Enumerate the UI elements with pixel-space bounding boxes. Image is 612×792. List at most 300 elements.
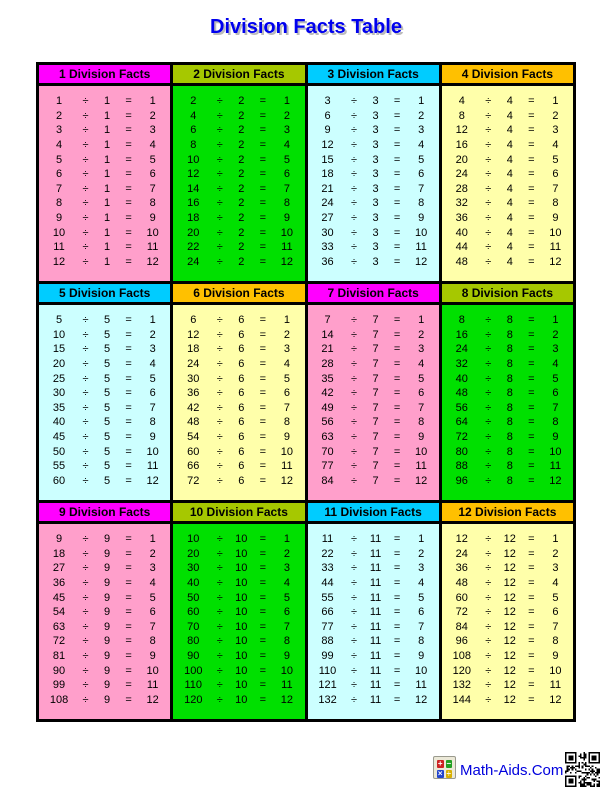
quotient: 8 [149, 635, 156, 648]
dividend: 54 [52, 606, 66, 619]
divide-sign: ÷ [350, 314, 358, 327]
divisor: 10 [235, 533, 248, 546]
dividend: 27 [52, 562, 66, 575]
divisor: 1 [103, 124, 111, 137]
fact-row [308, 693, 439, 708]
dividend: 88 [455, 460, 468, 473]
equals-sign: = [259, 387, 267, 400]
equals-sign: = [125, 620, 132, 633]
quotient: 7 [418, 620, 425, 633]
divisor: 10 [235, 679, 248, 692]
fact-row [442, 182, 573, 197]
divisor: 6 [238, 314, 245, 327]
divisor: 9 [103, 547, 111, 560]
fact-row [442, 196, 573, 211]
divide-sign: ÷ [82, 445, 89, 458]
fact-row [173, 430, 304, 445]
equals-sign: = [393, 606, 401, 619]
equals-sign: = [393, 401, 401, 414]
equals-sign: = [528, 226, 535, 239]
equals-sign: = [393, 153, 401, 166]
divide-sign: ÷ [485, 547, 492, 560]
equals-sign: = [393, 328, 401, 341]
equals-sign: = [393, 124, 401, 137]
quotient: 6 [149, 168, 156, 181]
divide-sign: ÷ [82, 168, 89, 181]
divisor: 8 [506, 401, 513, 414]
divisor: 5 [103, 474, 111, 487]
dividend: 60 [187, 606, 200, 619]
equals-sign: = [393, 547, 401, 560]
fact-row [39, 576, 170, 591]
divide-sign: ÷ [216, 387, 223, 400]
quotient: 10 [146, 226, 159, 239]
dividend: 7 [324, 314, 331, 327]
quotient: 6 [283, 168, 290, 181]
equals-sign: = [393, 650, 401, 663]
dividend: 10 [52, 226, 66, 239]
divisor: 4 [506, 182, 513, 195]
dividend: 14 [187, 182, 200, 195]
equals-sign: = [393, 533, 401, 546]
dividend: 8 [190, 139, 197, 152]
panel-header: 9 Division Facts [39, 503, 170, 524]
equals-sign: = [259, 620, 267, 633]
quotient: 8 [149, 197, 156, 210]
dividend: 28 [455, 182, 468, 195]
divisor: 9 [103, 620, 111, 633]
divide-sign: ÷ [350, 153, 358, 166]
division-panel [39, 65, 170, 281]
fact-row [39, 225, 170, 240]
divisor: 9 [103, 650, 111, 663]
equals-sign: = [125, 226, 132, 239]
divide-sign: ÷ [350, 664, 358, 677]
dividend: 99 [52, 679, 66, 692]
divide-sign: ÷ [82, 328, 89, 341]
divisor: 4 [506, 95, 513, 108]
equals-sign: = [393, 635, 401, 648]
equals-sign: = [125, 255, 132, 268]
equals-sign: = [528, 255, 535, 268]
dividend: 24 [187, 255, 200, 268]
dividend: 90 [52, 664, 66, 677]
divisor: 9 [103, 635, 111, 648]
quotient: 8 [283, 635, 290, 648]
fact-row [308, 401, 439, 416]
panel-header: 1 Division Facts [39, 65, 170, 86]
fact-row [39, 532, 170, 547]
equals-sign: = [528, 577, 535, 590]
divisor: 8 [506, 372, 513, 385]
fact-row [442, 152, 573, 167]
divisor: 1 [103, 212, 111, 225]
fact-row [308, 547, 439, 562]
divide-sign: ÷ [216, 577, 223, 590]
equals-sign: = [393, 168, 401, 181]
divisor: 6 [238, 401, 245, 414]
dividend: 8 [458, 109, 465, 122]
fact-row [308, 123, 439, 138]
quotient: 5 [552, 591, 559, 604]
dividend: 21 [321, 343, 334, 356]
qr-code [565, 752, 600, 787]
dividend: 6 [190, 124, 197, 137]
quotient: 8 [552, 635, 559, 648]
divisor: 11 [369, 562, 382, 575]
page-title: Division Facts Table [210, 16, 402, 38]
divide-sign: ÷ [350, 95, 358, 108]
quotient: 8 [552, 416, 559, 429]
divide-sign: ÷ [82, 562, 89, 575]
quotient: 2 [149, 547, 156, 560]
divide-sign: ÷ [485, 562, 492, 575]
fact-row [39, 561, 170, 576]
equals-sign: = [259, 445, 267, 458]
fact-row [308, 590, 439, 605]
divisor: 3 [372, 153, 379, 166]
fact-row [173, 182, 304, 197]
divisor: 11 [369, 693, 382, 706]
quotient: 4 [149, 139, 156, 152]
equals-sign: = [528, 401, 535, 414]
fact-row [442, 663, 573, 678]
fact-row [308, 576, 439, 591]
dividend: 66 [187, 460, 200, 473]
divisor: 2 [238, 124, 245, 137]
fact-row [442, 211, 573, 226]
divisor: 4 [506, 139, 513, 152]
divide-sign: ÷ [350, 577, 358, 590]
panel-body [173, 86, 304, 281]
quotient: 3 [283, 343, 290, 356]
divide-sign: ÷ [350, 650, 358, 663]
divide-sign: ÷ [350, 635, 358, 648]
divide-sign: ÷ [82, 547, 89, 560]
quotient: 3 [552, 124, 559, 137]
divisor: 9 [103, 679, 111, 692]
divisor: 10 [235, 591, 248, 604]
dividend: 55 [321, 591, 334, 604]
dividend: 6 [55, 168, 63, 181]
divide-sign: ÷ [216, 474, 223, 487]
equals-sign: = [528, 372, 535, 385]
divisor: 4 [506, 212, 513, 225]
fact-row [308, 225, 439, 240]
quotient: 5 [149, 591, 156, 604]
equals-sign: = [393, 314, 401, 327]
quotient: 4 [283, 358, 290, 371]
equals-sign: = [125, 314, 132, 327]
quotient: 6 [283, 387, 290, 400]
quotient: 5 [418, 372, 425, 385]
fact-row [308, 459, 439, 474]
divisor: 7 [372, 328, 379, 341]
divide-sign: ÷ [82, 255, 89, 268]
dividend: 9 [55, 212, 63, 225]
dividend: 24 [455, 547, 468, 560]
dividend: 6 [324, 109, 331, 122]
quotient: 4 [552, 577, 559, 590]
equals-sign: = [259, 591, 267, 604]
fact-row [39, 357, 170, 372]
equals-sign: = [259, 109, 267, 122]
quotient: 4 [283, 577, 290, 590]
divide-sign: ÷ [216, 533, 223, 546]
divide-sign: ÷ [216, 445, 223, 458]
divisor: 2 [238, 226, 245, 239]
dividend: 16 [455, 139, 468, 152]
quotient: 11 [146, 679, 159, 692]
equals-sign: = [259, 153, 267, 166]
quotient: 9 [283, 212, 290, 225]
dividend: 40 [52, 416, 66, 429]
divide-sign: ÷ [216, 314, 223, 327]
fact-row [442, 532, 573, 547]
fact-row [308, 444, 439, 459]
quotient: 3 [149, 124, 156, 137]
dividend: 36 [187, 387, 200, 400]
divide-sign: ÷ [82, 387, 89, 400]
panel-header: 3 Division Facts [308, 65, 439, 86]
divide-sign: ÷ [216, 693, 223, 706]
quotient: 4 [552, 358, 559, 371]
dividend: 12 [187, 168, 200, 181]
equals-sign: = [528, 153, 535, 166]
divisor: 2 [238, 95, 245, 108]
divide-sign: ÷ [216, 109, 223, 122]
dividend: 32 [455, 358, 468, 371]
quotient: 1 [283, 533, 290, 546]
dividend: 42 [321, 387, 334, 400]
divisor: 9 [103, 562, 111, 575]
divide-sign: ÷ [485, 679, 492, 692]
divisor: 4 [506, 168, 513, 181]
quotient: 4 [283, 139, 290, 152]
divisor: 7 [372, 474, 379, 487]
divisor: 2 [238, 212, 245, 225]
dividend: 11 [53, 241, 65, 254]
dividend: 10 [187, 153, 200, 166]
panel-header: 7 Division Facts [308, 284, 439, 305]
fact-row [442, 649, 573, 664]
division-facts-table [36, 62, 576, 722]
dividend: 4 [458, 95, 465, 108]
fact-row [173, 547, 304, 562]
divide-sign: ÷ [216, 226, 223, 239]
divide-sign: ÷ [350, 358, 358, 371]
fact-row [39, 109, 170, 124]
divide-sign: ÷ [485, 620, 492, 633]
quotient: 3 [418, 124, 425, 137]
fact-row [173, 196, 304, 211]
fact-row [308, 532, 439, 547]
divide-sign: ÷ [350, 460, 358, 473]
quotient: 10 [280, 226, 293, 239]
fact-row [39, 605, 170, 620]
dividend: 5 [55, 314, 63, 327]
equals-sign: = [393, 182, 401, 195]
quotient: 12 [549, 693, 562, 706]
equals-sign: = [528, 168, 535, 181]
equals-sign: = [259, 693, 267, 706]
divisor: 11 [369, 664, 382, 677]
divide-sign: ÷ [350, 387, 358, 400]
divide-sign: ÷ [350, 372, 358, 385]
equals-sign: = [259, 431, 267, 444]
panel-body [173, 524, 304, 719]
divisor: 10 [235, 547, 248, 560]
divide-sign: ÷ [216, 562, 223, 575]
fact-row [39, 678, 170, 693]
fact-row [308, 255, 439, 270]
equals-sign: = [528, 328, 535, 341]
divide-sign: ÷ [216, 241, 223, 254]
divisor: 6 [238, 431, 245, 444]
equals-sign: = [259, 577, 267, 590]
dividend: 3 [55, 124, 63, 137]
fact-row [39, 634, 170, 649]
divisor: 2 [238, 168, 245, 181]
dividend: 32 [455, 197, 468, 210]
divide-sign: ÷ [82, 460, 89, 473]
fact-row [173, 663, 304, 678]
quotient: 7 [418, 182, 425, 195]
quotient: 8 [283, 197, 290, 210]
divide-sign: ÷ [350, 226, 358, 239]
quotient: 1 [418, 314, 425, 327]
equals-sign: = [528, 474, 535, 487]
equals-sign: = [259, 474, 267, 487]
dividend: 36 [455, 562, 468, 575]
quotient: 5 [418, 153, 425, 166]
fact-row [308, 138, 439, 153]
fact-row [442, 167, 573, 182]
divide-sign: ÷ [216, 182, 223, 195]
divisor: 7 [372, 401, 379, 414]
divisor: 11 [369, 635, 382, 648]
equals-sign: = [528, 635, 535, 648]
divide-sign: ÷ [82, 693, 89, 706]
fact-row [39, 167, 170, 182]
divisor: 11 [369, 591, 382, 604]
divide-sign: ÷ [82, 182, 89, 195]
equals-sign: = [125, 328, 132, 341]
divisor: 4 [506, 153, 513, 166]
dividend: 30 [187, 562, 200, 575]
fact-row [173, 634, 304, 649]
divisor: 9 [103, 591, 111, 604]
fact-row [308, 328, 439, 343]
divide-sign: ÷ [216, 255, 223, 268]
divide-sign: ÷ [350, 328, 358, 341]
fact-row [442, 678, 573, 693]
quotient: 3 [418, 562, 425, 575]
dividend: 120 [184, 693, 203, 706]
equals-sign: = [528, 693, 535, 706]
dividend: 24 [455, 343, 468, 356]
equals-sign: = [125, 460, 132, 473]
divisor: 10 [235, 635, 248, 648]
divisor: 11 [369, 650, 382, 663]
divisor: 2 [238, 139, 245, 152]
divide-sign: ÷ [485, 533, 492, 546]
dividend: 132 [452, 679, 471, 692]
divisor: 5 [103, 343, 111, 356]
divisor: 5 [103, 401, 111, 414]
divide-sign: ÷ [82, 343, 89, 356]
fact-row [39, 313, 170, 328]
quotient: 6 [149, 606, 156, 619]
equals-sign: = [125, 533, 132, 546]
fact-row [442, 328, 573, 343]
divisor: 4 [506, 241, 513, 254]
fact-row [39, 430, 170, 445]
dividend: 4 [190, 109, 197, 122]
divide-sign: ÷ [216, 343, 223, 356]
dividend: 100 [184, 664, 203, 677]
quotient: 5 [149, 372, 156, 385]
fact-row [173, 138, 304, 153]
dividend: 35 [321, 372, 334, 385]
equals-sign: = [528, 95, 535, 108]
divide-sign: ÷ [82, 401, 89, 414]
divisor: 2 [238, 255, 245, 268]
equals-sign: = [259, 95, 267, 108]
quotient: 10 [549, 226, 562, 239]
divide-sign: ÷ [82, 241, 89, 254]
equals-sign: = [259, 358, 267, 371]
divisor: 1 [103, 153, 111, 166]
divide-sign: ÷ [82, 650, 89, 663]
equals-sign: = [125, 212, 132, 225]
fact-row [39, 152, 170, 167]
divide-sign: ÷ [350, 416, 358, 429]
quotient: 2 [552, 328, 559, 341]
equals-sign: = [125, 95, 132, 108]
dividend: 80 [187, 635, 200, 648]
equals-sign: = [125, 387, 132, 400]
quotient: 11 [415, 460, 427, 473]
fact-row [173, 255, 304, 270]
fact-row [308, 357, 439, 372]
divisor: 6 [238, 460, 245, 473]
divisor: 3 [372, 139, 379, 152]
dividend: 42 [187, 401, 200, 414]
divisor: 1 [103, 168, 111, 181]
dividend: 25 [52, 372, 66, 385]
fact-row [308, 152, 439, 167]
dividend: 144 [452, 693, 471, 706]
equals-sign: = [528, 139, 535, 152]
fact-row [442, 240, 573, 255]
equals-sign: = [528, 197, 535, 210]
equals-sign: = [259, 343, 267, 356]
dividend: 56 [321, 416, 334, 429]
divide-sign: ÷ [350, 124, 358, 137]
quotient: 7 [149, 620, 156, 633]
math-aids-link[interactable]: Math-Aids.Com [460, 762, 564, 779]
quotient: 11 [415, 241, 427, 254]
quotient: 9 [149, 431, 156, 444]
equals-sign: = [259, 168, 267, 181]
fact-row [39, 459, 170, 474]
quotient: 11 [549, 679, 562, 692]
dividend: 96 [455, 474, 468, 487]
dividend: 84 [455, 620, 468, 633]
dividend: 9 [55, 533, 63, 546]
quotient: 12 [280, 255, 293, 268]
